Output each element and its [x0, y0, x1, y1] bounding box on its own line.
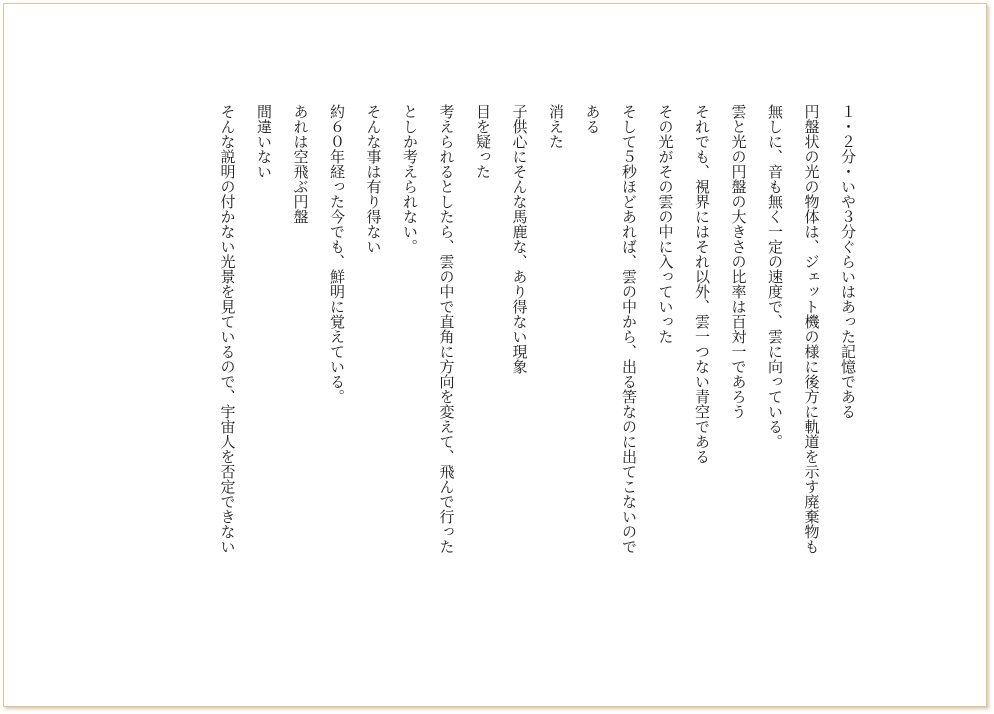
text-line: 子供心にそんな馬鹿な、あり得ない現象: [510, 104, 529, 374]
text-line: そんな説明の付かない光景を見ているので、宇宙人を否定できない: [218, 104, 237, 554]
text-line: そして５秒ほどあれば、雲の中から、出る筈なのに出てこないので: [620, 104, 638, 554]
text-line: あれは空飛ぶ円盤: [291, 104, 310, 224]
document-page: [3, 3, 987, 707]
text-line: 無しに、音も無く一定の速度で、雲に向っている。: [766, 104, 784, 449]
text-line: 間違いない: [255, 104, 273, 179]
text-line: 考えられるとしたら、雲の中で直角に方向を変えて、飛んで行った: [437, 104, 456, 554]
text-line: 雲と光の円盤の大きさの比率は百対一であろう: [729, 104, 748, 419]
text-line: ある: [583, 104, 602, 134]
text-line: それでも、視界にはそれ以外、雲一つない青空である: [693, 104, 711, 464]
text-line: そんな事は有り得ない: [364, 104, 383, 254]
text-line: １・２分・いや３分ぐらいはあった記憶である: [839, 104, 857, 419]
text-line: 目を疑った: [474, 104, 492, 179]
text-line: その光がその雲の中に入っていった: [656, 104, 675, 344]
text-line: 消えた: [547, 104, 565, 149]
text-line: 円盤状の光の物体は、ジェット機の様に後方に軌道を示す廃棄物も: [802, 104, 821, 554]
vertical-text-body: [209, 104, 866, 664]
text-line: としか考えられない。: [401, 104, 419, 254]
text-line: 約６０年経った今でも、鮮明に覚えている。: [328, 104, 346, 404]
